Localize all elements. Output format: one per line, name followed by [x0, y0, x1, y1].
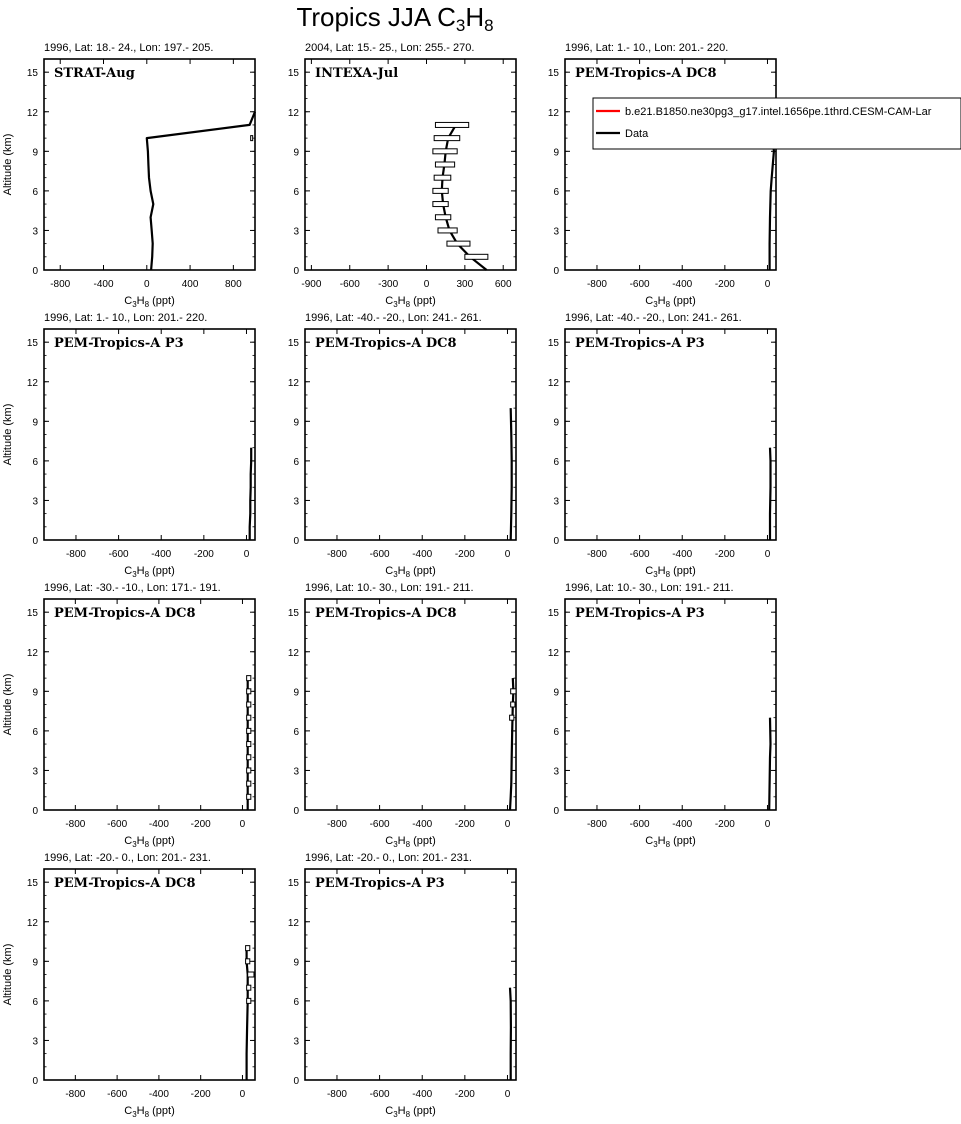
x-tick-label: -600 [629, 819, 650, 830]
x-tick-label: 300 [456, 279, 474, 290]
x-tick-label: -800 [65, 1089, 86, 1100]
error-bar [247, 998, 251, 1003]
y-tick-label: 0 [293, 536, 299, 547]
data-line [770, 138, 774, 270]
x-tick-label: -300 [378, 279, 399, 290]
x-tick-label: -800 [586, 549, 607, 560]
panel-header: 1996, Lat: -40.- -20., Lon: 241.- 261. [305, 312, 482, 324]
y-tick-label: 0 [553, 806, 559, 817]
y-tick-label: 12 [26, 917, 38, 929]
legend [593, 98, 961, 149]
y-tick-label: 12 [26, 647, 38, 659]
y-axis-label: Altitude (km) [2, 943, 14, 1006]
y-tick-label: 6 [293, 186, 299, 198]
panel-label: PEM-Tropics-A DC8 [315, 336, 457, 351]
data-line [510, 988, 511, 1080]
panel-label: PEM-Tropics-A DC8 [315, 606, 457, 621]
y-tick-label: 0 [553, 536, 559, 547]
error-bar [435, 162, 454, 167]
y-tick-label: 3 [32, 1036, 38, 1048]
y-tick-label: 3 [553, 496, 559, 508]
error-bar [251, 136, 253, 141]
y-tick-label: 9 [293, 687, 299, 699]
plot-frame [305, 329, 516, 540]
panel-10 [2, 852, 255, 1119]
y-tick-label: 9 [32, 417, 38, 429]
x-tick-label: -200 [714, 549, 735, 560]
y-tick-label: 3 [293, 496, 299, 508]
x-tick-label: 0 [764, 819, 771, 830]
error-bar [435, 122, 468, 127]
panel-11 [288, 852, 516, 1119]
plot-frame [44, 329, 255, 540]
data-line [147, 112, 255, 270]
y-tick-label: 9 [293, 417, 299, 429]
data-line [510, 678, 513, 810]
error-bar [447, 241, 470, 246]
y-tick-label: 0 [553, 266, 559, 277]
plot-frame [305, 59, 516, 270]
y-tick-label: 3 [293, 226, 299, 238]
y-tick-label: 15 [287, 878, 299, 890]
panel-header: 1996, Lat: 10.- 30., Lon: 191.- 211. [305, 582, 474, 594]
x-tick-label: 0 [423, 279, 430, 290]
x-tick-label: -600 [108, 549, 129, 560]
y-tick-label: 6 [293, 726, 299, 738]
x-tick-label: -200 [714, 279, 735, 290]
x-tick-label: -600 [107, 819, 128, 830]
x-tick-label: -800 [586, 819, 607, 830]
model-legend-label: b.e21.B1850.ne30pg3_g17.intel.1656pe.1thrd.CESM-CAM-Lar [625, 106, 932, 118]
y-tick-label: 9 [32, 687, 38, 699]
plot-frame [44, 869, 255, 1080]
x-axis-label: $C_3H_8$ (ppt) [385, 835, 436, 849]
x-tick-label: -400 [148, 819, 169, 830]
x-tick-label: -800 [326, 1089, 347, 1100]
x-tick-label: -400 [672, 279, 693, 290]
panel-2 [288, 42, 516, 309]
error-bar [438, 228, 457, 233]
y-tick-label: 9 [553, 147, 559, 159]
panel-header: 2004, Lat: 15.- 25., Lon: 255.- 270. [305, 42, 475, 54]
error-bar [247, 755, 251, 760]
y-axis-label: Altitude (km) [2, 133, 14, 196]
x-tick-label: 600 [494, 279, 512, 290]
x-tick-label: -400 [412, 819, 433, 830]
error-bar [510, 715, 514, 720]
x-axis-label: $C_3H_8$ (ppt) [645, 295, 696, 309]
panel-label: STRAT-Aug [54, 66, 135, 81]
panel-header: 1996, Lat: -20.- 0., Lon: 201.- 231. [305, 852, 472, 864]
panel-label: PEM-Tropics-A P3 [575, 606, 705, 621]
data-legend-label: Data [625, 128, 649, 140]
x-tick-label: -800 [65, 819, 86, 830]
data-line [769, 718, 770, 810]
x-tick-label: -900 [301, 279, 322, 290]
y-tick-label: 6 [293, 456, 299, 468]
x-tick-label: -800 [326, 819, 347, 830]
panel-label: PEM-Tropics-A DC8 [575, 66, 717, 81]
y-tick-label: 3 [32, 226, 38, 238]
x-tick-label: 0 [764, 549, 771, 560]
data-line [442, 125, 487, 270]
y-tick-label: 6 [32, 186, 38, 198]
y-tick-label: 15 [287, 68, 299, 80]
error-bar [246, 959, 250, 964]
error-bar [247, 794, 251, 799]
x-tick-label: 0 [243, 549, 250, 560]
y-tick-label: 15 [547, 338, 559, 350]
y-tick-label: 9 [32, 147, 38, 159]
data-line [511, 408, 512, 540]
x-tick-label: -400 [672, 549, 693, 560]
x-tick-label: -400 [412, 1089, 433, 1100]
y-tick-label: 6 [553, 726, 559, 738]
y-tick-label: 3 [293, 766, 299, 778]
error-bar [511, 689, 516, 694]
panel-1 [2, 42, 255, 309]
y-tick-label: 0 [293, 806, 299, 817]
panel-label: PEM-Tropics-A DC8 [54, 606, 196, 621]
panel-header: 1996, Lat: -20.- 0., Lon: 201.- 231. [44, 852, 211, 864]
error-bar [248, 972, 254, 977]
x-axis-label: $C_3H_8$ (ppt) [645, 835, 696, 849]
x-tick-label: -800 [50, 279, 71, 290]
data-line [247, 948, 248, 1080]
x-tick-label: -600 [369, 1089, 390, 1100]
x-tick-label: -600 [339, 279, 360, 290]
plot-frame [565, 329, 776, 540]
error-bar [465, 254, 488, 259]
plot-frame [565, 599, 776, 810]
y-tick-label: 0 [32, 1076, 38, 1087]
error-bar [247, 715, 251, 720]
error-bar [247, 985, 251, 990]
x-tick-label: 0 [239, 819, 246, 830]
panel-label: PEM-Tropics-A DC8 [54, 876, 196, 891]
y-tick-label: 15 [26, 878, 38, 890]
panel-header: 1996, Lat: 1.- 10., Lon: 201.- 220. [44, 312, 208, 324]
plot-frame [305, 599, 516, 810]
y-tick-label: 12 [26, 377, 38, 389]
x-tick-label: -200 [454, 549, 475, 560]
x-tick-label: -600 [107, 1089, 128, 1100]
x-tick-label: -200 [454, 1089, 475, 1100]
panel-4 [2, 312, 255, 579]
y-tick-label: 15 [26, 338, 38, 350]
x-tick-label: -400 [93, 279, 114, 290]
x-tick-label: -200 [714, 819, 735, 830]
y-tick-label: 12 [287, 107, 299, 119]
x-tick-label: 400 [181, 279, 199, 290]
y-tick-label: 3 [32, 766, 38, 778]
data-line [250, 448, 252, 540]
y-tick-label: 15 [547, 68, 559, 80]
panel-header: 1996, Lat: 18.- 24., Lon: 197.- 205. [44, 42, 214, 54]
x-tick-label: -400 [672, 819, 693, 830]
x-tick-label: -800 [586, 279, 607, 290]
y-tick-label: 6 [32, 456, 38, 468]
y-tick-label: 3 [293, 1036, 299, 1048]
x-tick-label: 0 [504, 819, 511, 830]
y-tick-label: 3 [553, 226, 559, 238]
x-tick-label: 0 [239, 1089, 246, 1100]
x-tick-label: -200 [454, 819, 475, 830]
figure-title: Tropics JJA $C_3H_8$ [296, 2, 494, 35]
panel-label: PEM-Tropics-A P3 [575, 336, 705, 351]
error-bar [433, 188, 448, 193]
x-tick-label: 0 [504, 1089, 511, 1100]
panel-7 [2, 582, 255, 849]
error-bar [247, 768, 251, 773]
x-tick-label: -800 [65, 549, 86, 560]
x-tick-label: -400 [148, 1089, 169, 1100]
y-tick-label: 15 [26, 68, 38, 80]
y-tick-label: 9 [293, 147, 299, 159]
error-bar [247, 676, 251, 681]
y-tick-label: 0 [293, 266, 299, 277]
error-bar [247, 742, 251, 747]
y-tick-label: 0 [32, 806, 38, 817]
x-tick-label: -200 [190, 819, 211, 830]
panel-label: PEM-Tropics-A P3 [315, 876, 445, 891]
x-axis-label: $C_3H_8$ (ppt) [124, 835, 175, 849]
y-tick-label: 12 [287, 647, 299, 659]
x-axis-label: $C_3H_8$ (ppt) [124, 295, 175, 309]
x-tick-label: -600 [629, 279, 650, 290]
x-tick-label: 0 [504, 549, 511, 560]
panel-header: 1996, Lat: 1.- 10., Lon: 201.- 220. [565, 42, 729, 54]
y-tick-label: 6 [32, 726, 38, 738]
y-tick-label: 12 [547, 107, 559, 119]
error-bar [247, 689, 251, 694]
y-tick-label: 0 [32, 266, 38, 277]
panel-5 [288, 312, 516, 579]
panel-8 [288, 582, 516, 849]
x-axis-label: $C_3H_8$ (ppt) [124, 1105, 175, 1119]
y-tick-label: 15 [26, 608, 38, 620]
y-axis-label: Altitude (km) [2, 673, 14, 736]
x-axis-label: $C_3H_8$ (ppt) [385, 565, 436, 579]
panel-label: PEM-Tropics-A P3 [54, 336, 184, 351]
y-tick-label: 9 [553, 687, 559, 699]
panel-9 [548, 582, 776, 849]
x-tick-label: -200 [193, 549, 214, 560]
plot-frame [565, 59, 776, 270]
plot-frame [44, 599, 255, 810]
y-tick-label: 9 [553, 417, 559, 429]
x-tick-label: -800 [326, 549, 347, 560]
data-line [770, 448, 771, 540]
error-bar [511, 702, 515, 707]
error-bar [247, 728, 251, 733]
x-tick-label: -200 [190, 1089, 211, 1100]
error-bar [433, 202, 448, 207]
x-tick-label: -400 [412, 549, 433, 560]
x-axis-label: $C_3H_8$ (ppt) [645, 565, 696, 579]
x-tick-label: -600 [369, 819, 390, 830]
plot-frame [305, 869, 516, 1080]
y-tick-label: 0 [293, 1076, 299, 1087]
error-bar [434, 136, 460, 141]
error-bar [434, 175, 451, 180]
y-tick-label: 12 [287, 377, 299, 389]
x-tick-label: 800 [225, 279, 242, 290]
y-tick-label: 12 [547, 647, 559, 659]
y-tick-label: 15 [287, 338, 299, 350]
y-tick-label: 15 [287, 608, 299, 620]
x-tick-label: -600 [369, 549, 390, 560]
y-tick-label: 15 [547, 608, 559, 620]
y-tick-label: 6 [553, 456, 559, 468]
y-tick-label: 6 [293, 996, 299, 1008]
x-tick-label: 0 [764, 279, 771, 290]
panel-header: 1996, Lat: -30.- -10., Lon: 171.- 191. [44, 582, 221, 594]
y-axis-label: Altitude (km) [2, 403, 14, 466]
x-tick-label: -400 [151, 549, 172, 560]
panel-header: 1996, Lat: -40.- -20., Lon: 241.- 261. [565, 312, 742, 324]
x-axis-label: $C_3H_8$ (ppt) [385, 295, 436, 309]
panel-3 [548, 42, 961, 309]
error-bar [247, 702, 251, 707]
panel-header: 1996, Lat: 10.- 30., Lon: 191.- 211. [565, 582, 734, 594]
panel-label: INTEXA-Jul [315, 66, 399, 81]
error-bar [246, 946, 250, 951]
error-bar [435, 215, 450, 220]
y-tick-label: 0 [32, 536, 38, 547]
x-axis-label: $C_3H_8$ (ppt) [385, 1105, 436, 1119]
y-tick-label: 9 [32, 957, 38, 969]
y-tick-label: 6 [32, 996, 38, 1008]
y-tick-label: 12 [547, 377, 559, 389]
x-axis-label: $C_3H_8$ (ppt) [124, 565, 175, 579]
x-tick-label: -600 [629, 549, 650, 560]
y-tick-label: 9 [293, 957, 299, 969]
panel-6 [548, 312, 776, 579]
y-tick-label: 3 [553, 766, 559, 778]
error-bar [247, 781, 251, 786]
error-bar [433, 149, 457, 154]
y-tick-label: 12 [26, 107, 38, 119]
x-tick-label: 0 [144, 279, 150, 290]
y-tick-label: 6 [553, 186, 559, 198]
y-tick-label: 3 [32, 496, 38, 508]
y-tick-label: 12 [287, 917, 299, 929]
